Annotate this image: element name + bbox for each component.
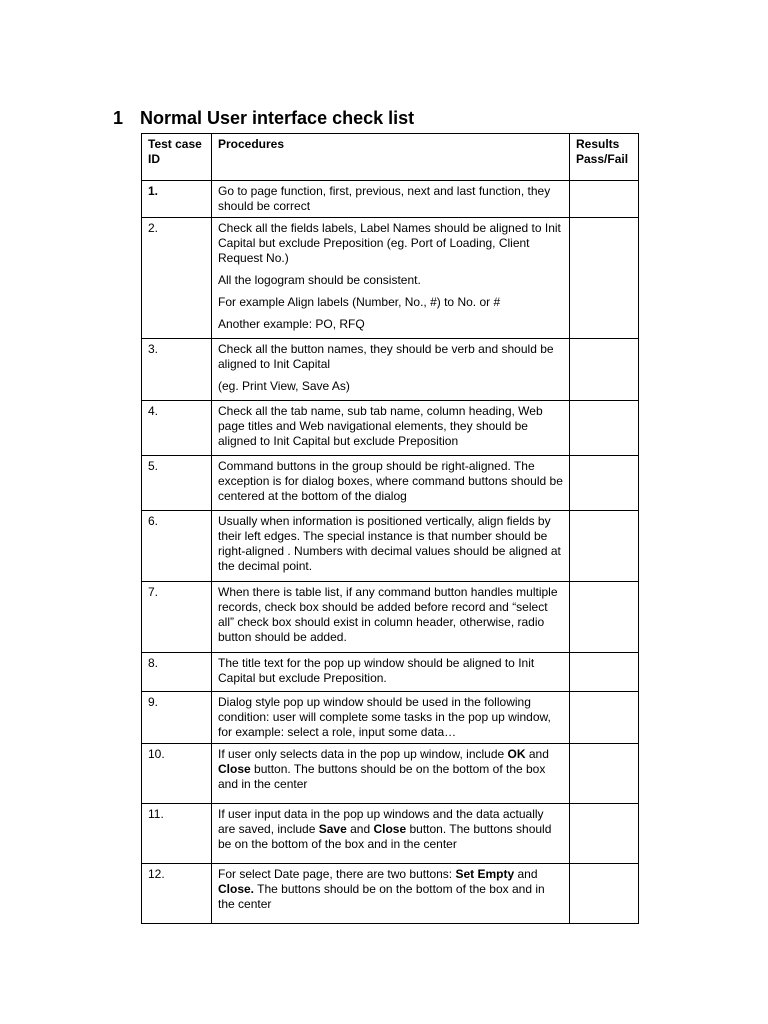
procedure-cell (212, 181, 570, 218)
procedure-text-part: If user input data in the pop up windows and the data actually are saved, include (218, 807, 544, 836)
table-row (142, 339, 639, 401)
result-cell[interactable] (570, 744, 639, 804)
test-case-id: 1. (142, 181, 212, 218)
procedure-cell (212, 804, 570, 864)
test-case-id: 9. (142, 692, 212, 744)
procedure-bold-text: Save (318, 822, 347, 836)
test-case-id: 11. (142, 804, 212, 864)
result-cell[interactable] (570, 401, 639, 456)
table-row (142, 744, 639, 804)
procedure-cell (212, 339, 570, 401)
table-row (142, 181, 639, 218)
test-case-id: 8. (142, 653, 212, 692)
procedure-text: Check all the button names, they should be verb and should be aligned to Init Capital (218, 342, 554, 371)
procedure-text (218, 867, 563, 912)
table-row (142, 864, 639, 924)
table-row (142, 218, 639, 339)
procedure-text-part: and (514, 867, 538, 881)
procedure-text: Go to page function, first, previous, next and last function, they should be correct (218, 184, 551, 213)
section-number: 1 (113, 108, 124, 128)
procedure-cell (212, 744, 570, 804)
header-test-case-id: Test case ID (142, 134, 212, 181)
procedure-cell (212, 582, 570, 653)
header-row (142, 134, 639, 181)
test-case-id: 2. (142, 218, 212, 339)
result-cell[interactable] (570, 511, 639, 582)
table-row (142, 582, 639, 653)
section-title: Normal User interface check list (140, 108, 415, 128)
procedure-text: Dialog style pop up window should be used in the following condition: user will complete some tasks in the pop up window, for example: select a role, input some data… (218, 695, 551, 739)
procedure-text: For example Align labels (Number, No., #) to No. or # (218, 295, 501, 309)
procedure-text: Check all the tab name, sub tab name, column heading, Web page titles and Web navigational elements, they should be aligned to Init Capital but exclude Preposition (218, 404, 543, 448)
procedure-cell (212, 218, 570, 339)
procedure-text: When there is table list, if any command button handles multiple records, check box should be added before record and “select all” check box should exist in column header, otherwise, radio button should be added. (218, 585, 558, 644)
procedure-cell (212, 511, 570, 582)
procedure-text: Usually when information is positioned vertically, align fields by their left edges. The special instance is that number should be right-aligned . Numbers with decimal values should be aligned at the decimal point. (218, 514, 561, 573)
procedure-bold-text: Close (373, 822, 407, 836)
result-cell[interactable] (570, 653, 639, 692)
procedure-text-part: If user only selects data in the pop up window, include (218, 747, 508, 761)
procedure-text: Command buttons in the group should be right-aligned. The exception is for dialog boxes, where command buttons should be centered at the bottom of the dialog (218, 459, 563, 503)
result-cell[interactable] (570, 804, 639, 864)
procedure-text-part: The buttons should be on the bottom of the box and in the center (218, 882, 545, 911)
procedure-text-part: and (346, 822, 374, 836)
table-row (142, 653, 639, 692)
header-procedures: Procedures (212, 134, 570, 181)
result-cell[interactable] (570, 582, 639, 653)
procedure-text-part: button. The buttons should be on the bottom of the box and in the center (218, 822, 552, 851)
result-cell[interactable] (570, 456, 639, 511)
test-case-id: 7. (142, 582, 212, 653)
test-case-id: 5. (142, 456, 212, 511)
procedure-cell (212, 456, 570, 511)
table-row (142, 692, 639, 744)
table-row (142, 511, 639, 582)
procedure-cell (212, 864, 570, 924)
table-row (142, 804, 639, 864)
procedure-bold-text: Set Empty (455, 867, 515, 881)
procedure-text: Check all the fields labels, Label Names should be aligned to Init Capital but exclude Preposition (eg. Port of Loading, Client Request No.) (218, 221, 561, 265)
procedure-bold-text: Close. (218, 882, 255, 896)
procedure-cell (212, 401, 570, 456)
procedure-text (218, 807, 563, 852)
result-cell[interactable] (570, 692, 639, 744)
table-row (142, 456, 639, 511)
procedure-bold-text: OK (507, 747, 526, 761)
result-cell[interactable] (570, 181, 639, 218)
procedure-text-part: For select Date page, there are two buttons: (218, 867, 456, 881)
procedure-cell (212, 653, 570, 692)
procedure-text: (eg. Print View, Save As) (218, 379, 350, 393)
procedure-cell (212, 692, 570, 744)
procedure-text: The title text for the pop up window should be aligned to Init Capital but exclude Preposition. (218, 656, 535, 685)
test-case-id: 6. (142, 511, 212, 582)
procedure-bold-text: Close (218, 762, 251, 776)
procedure-text: Another example: PO, RFQ (218, 317, 365, 331)
procedure-text-part: button. The buttons should be on the bottom of the box and in the center (218, 762, 546, 791)
procedure-text (218, 747, 563, 792)
checklist-table (141, 133, 639, 924)
test-case-id: 12. (142, 864, 212, 924)
procedure-text: All the logogram should be consistent. (218, 273, 421, 287)
test-case-id: 4. (142, 401, 212, 456)
result-cell[interactable] (570, 864, 639, 924)
test-case-id: 3. (142, 339, 212, 401)
result-cell[interactable] (570, 339, 639, 401)
header-results: Results Pass/Fail (570, 134, 639, 181)
result-cell[interactable] (570, 218, 639, 339)
test-case-id: 10. (142, 744, 212, 804)
table-row (142, 401, 639, 456)
procedure-text-part: and (525, 747, 549, 761)
section-heading (113, 108, 414, 129)
